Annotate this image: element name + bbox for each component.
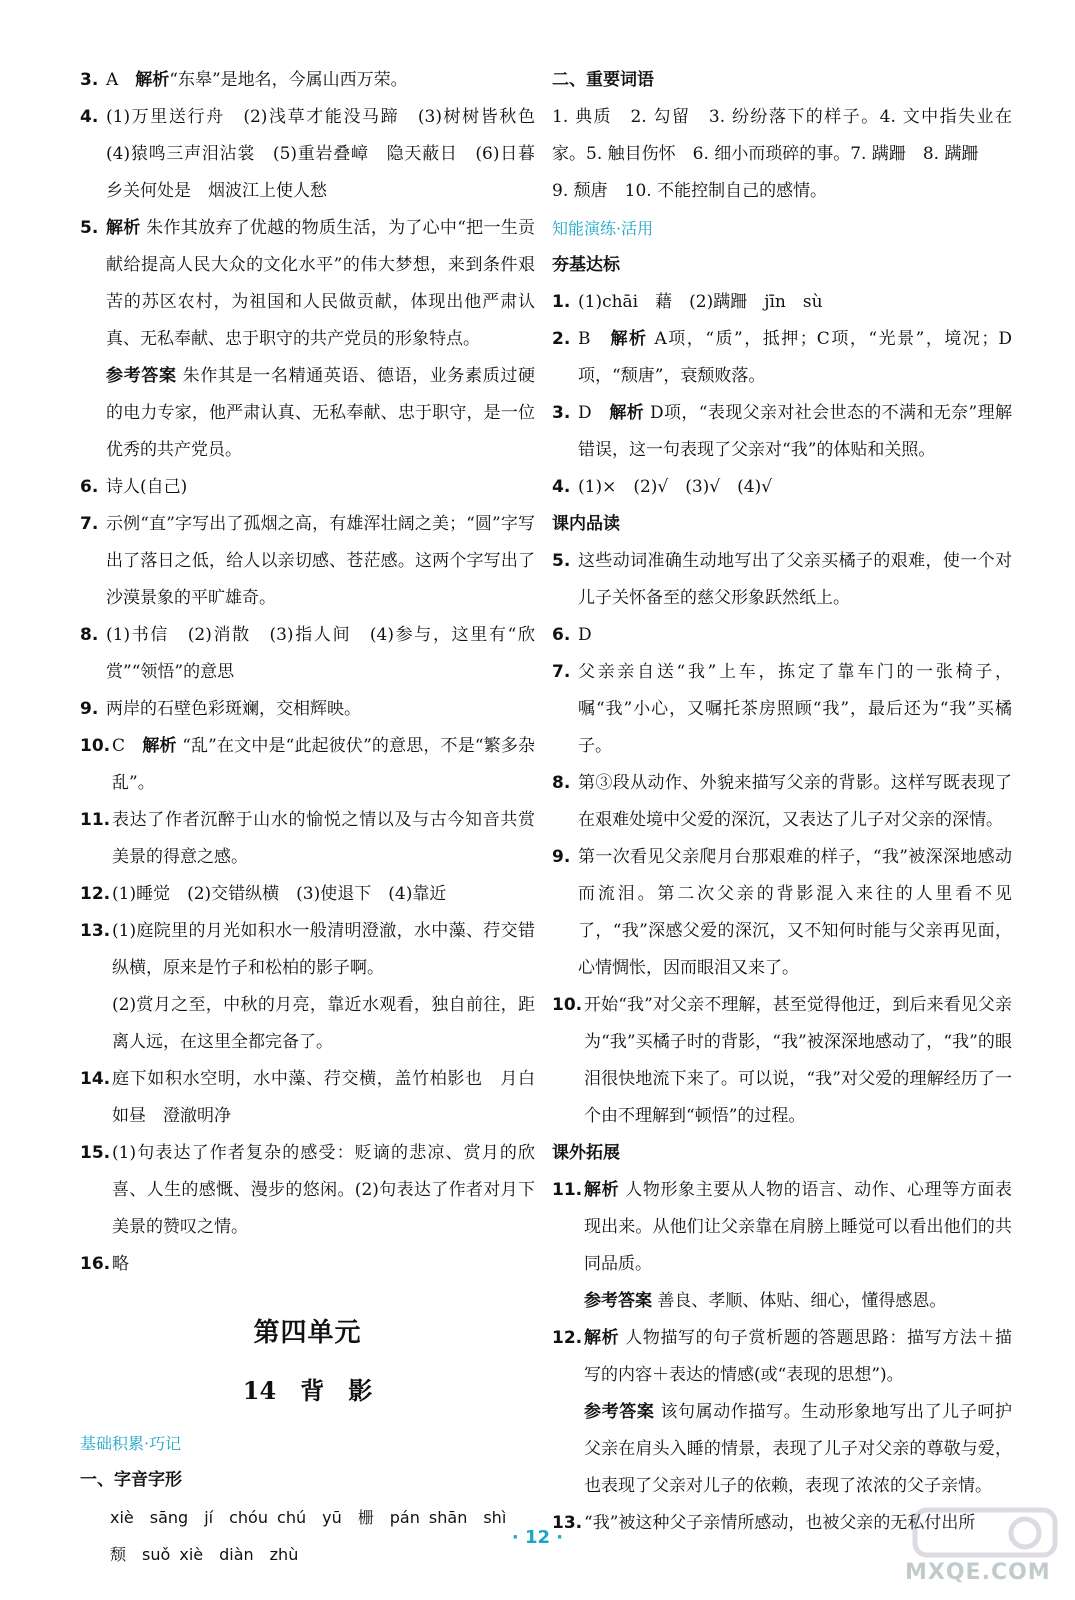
answer-r6: 6. D	[552, 625, 592, 645]
answer-13: 13. (1)庭院里的月光如积水一般清明澄澈，水中藻、荇交错纵横，原来是竹子和松柏的影子啊。	[80, 921, 535, 978]
answer-11: 11. 表达了作者沉醉于山水的愉悦之情以及与古今知音共赏美景的得意之感。	[80, 810, 535, 867]
answer-5-reference: 参考答案 朱作其是一名精通英语、德语，业务素质过硬的电力专家，他严肃认真、无私奉献、忠于职守，是一位优秀的共产党员。	[106, 366, 536, 460]
answer-6: 6. 诗人(自己)	[80, 477, 188, 497]
answer-r13: 13. “我”被这种父子亲情所感动，也被父亲的无私付出所	[552, 1513, 976, 1533]
answer-r10: 10. 开始“我”对父亲不理解，甚至觉得他迂，到后来看见父亲为“我”买橘子时的背影，“我”被深深地感动了，“我”的眼泪很快地流下来了。可以说，“我”对父爱的理解经历了一个由不理解到“顿悟”的过程。	[552, 995, 1012, 1126]
pinyin-line-2: 颓 suǒ xiè diàn zhù	[110, 1545, 299, 1564]
section-heading-foundation: 夯基达标	[552, 255, 620, 275]
right-column	[552, 62, 1012, 1542]
answer-4: 4. (1)万里送行舟 (2)浅草才能没马蹄 (3)树树皆秋色 (4)猿鸣三声泪沾裳 (5)重岩叠嶂 隐天蔽日 (6)日暮乡关何处是 烟波江上使人愁	[80, 107, 552, 201]
answer-13-part2: (2)赏月之至，中秋的月亮，靠近水观看，独自前往，距离人远，在这里全都完备了。	[112, 995, 535, 1052]
answer-14: 14. 庭下如积水空明，水中藻、荇交横，盖竹柏影也 月白如昼 澄澈明净	[80, 1069, 535, 1126]
answer-r4: 4. (1)× (2)√ (3)√ (4)√	[552, 477, 773, 497]
section-heading-extension: 课外拓展	[552, 1143, 620, 1163]
answer-r12-reference: 参考答案 该句属动作描写。生动形象地写出了儿子呵护父亲在肩头入睡的情景，表现了儿子对父亲的尊敬与爱，也表现了父亲对儿子的依赖，表现了浓浓的父子亲情。	[584, 1402, 1013, 1496]
unit-title: 第四单元	[253, 1318, 362, 1348]
section-heading-pronunciation: 一、字音字形	[80, 1470, 182, 1490]
section-heading-reading: 课内品读	[552, 514, 620, 534]
vocabulary-answers: 1. 典质 2. 勾留 3. 纷纷落下的样子。4. 文中指失业在家。5. 触目伤怀 6. 细小而琐碎的事。7. 蹒跚 8. 蹒跚	[552, 107, 1012, 164]
answer-r7: 7. 父亲亲自送“我”上车，拣定了靠车门的一张椅子，嘱“我”小心，又嘱托茶房照顾“我”，最后还为“我”买橘子。	[552, 662, 1012, 756]
answer-10: 10. C 解析 “乱”在文中是“此起彼伏”的意思，不是“繁多杂乱”。	[80, 736, 535, 793]
answer-r5: 5. 这些动词准确生动地写出了父亲买橘子的艰难，使一个对儿子关怀备至的慈父形象跃然纸上。	[552, 551, 1012, 608]
answer-15: 15. (1)句表达了作者复杂的感受：贬谪的悲凉、赏月的欣喜、人生的感慨、漫步的悠闲。(2)句表达了作者对月下美景的赞叹之情。	[80, 1143, 535, 1237]
left-column	[80, 62, 552, 1573]
vocabulary-answers-2: 9. 颓唐 10. 不能控制自己的感情。	[552, 181, 828, 201]
answer-r3: 3. D 解析 D项，“表现父亲对社会世态的不满和无奈”理解错误，这一句表现了父亲对“我”的体贴和关照。	[552, 403, 1013, 460]
page-number: · 12 ·	[511, 1527, 564, 1548]
answer-16: 16. 略	[80, 1254, 129, 1274]
answer-9: 9. 两岸的石壁色彩斑斓，交相辉映。	[80, 699, 361, 719]
answer-r11: 11. 解析 人物形象主要从人物的语言、动作、心理等方面表现出来。从他们让父亲靠在肩膀上睡觉可以看出他们的共同品质。	[552, 1180, 1013, 1274]
answer-8: 8. (1)书信 (2)消散 (3)指人间 (4)参与，这里有“欣赏”“领悟”的意思	[80, 625, 535, 682]
pinyin-line-1: xiè sāng jí chóu chú yū 栅 pán shān shì	[110, 1508, 507, 1527]
section-band-practice: 知能演练·活用	[552, 219, 654, 238]
answer-r8: 8. 第③段从动作、外貌来描写父亲的背影。这样写既表现了在艰难处境中父爱的深沉，又表达了儿子对父亲的深情。	[552, 773, 1012, 830]
answer-r9: 9. 第一次看见父亲爬月台那艰难的样子，“我”被深深地感动而流泪。第二次父亲的背影混入来往的人里看不见了，“我”深感父爱的深沉，又不知何时能与父亲再见面，心情惆怅，因而眼泪又来了。	[552, 847, 1012, 978]
answer-r11-reference: 参考答案 善良、孝顺、体贴、细心，懂得感恩。	[584, 1291, 947, 1311]
lesson-title: 14 背 影	[242, 1376, 373, 1405]
answer-12: 12. (1)睡觉 (2)交错纵横 (3)使退下 (4)靠近	[80, 884, 447, 904]
answer-5: 5. 解析 朱作其放弃了优越的物质生活，为了心中“把一生贡献给提高人民大众的文化水平”的伟大梦想，来到条件艰苦的苏区农村，为祖国和人民做贡献，体现出他严肃认真、无私奉献、忠于职守的共产党员的形象特点。	[80, 218, 536, 349]
answer-r1: 1. (1)chāi 藉 (2)蹒跚 jīn sù	[552, 292, 823, 312]
watermark-text: MXQE.COM	[905, 1560, 1051, 1585]
answer-r12: 12. 解析 人物描写的句子赏析题的答题思路：描写方法＋描写的内容＋表达的情感(或“表现的思想”)。	[552, 1328, 1013, 1385]
answer-3: 3. A 解析“东皋”是地名，今属山西万荣。	[80, 70, 408, 90]
section-band-basic: 基础积累·巧记	[80, 1434, 182, 1453]
section-heading-vocabulary: 二、重要词语	[552, 70, 654, 90]
answer-7: 7. 示例“直”字写出了孤烟之高，有雄浑壮阔之美；“圆”字写出了落日之低，给人以亲切感、苍茫感。这两个字写出了沙漠景象的平旷雄奇。	[80, 514, 535, 608]
answer-r2: 2. B 解析 A项，“质”，抵押；C项，“光景”，境况；D项，“颓唐”，衰颓败落。	[552, 329, 1012, 386]
